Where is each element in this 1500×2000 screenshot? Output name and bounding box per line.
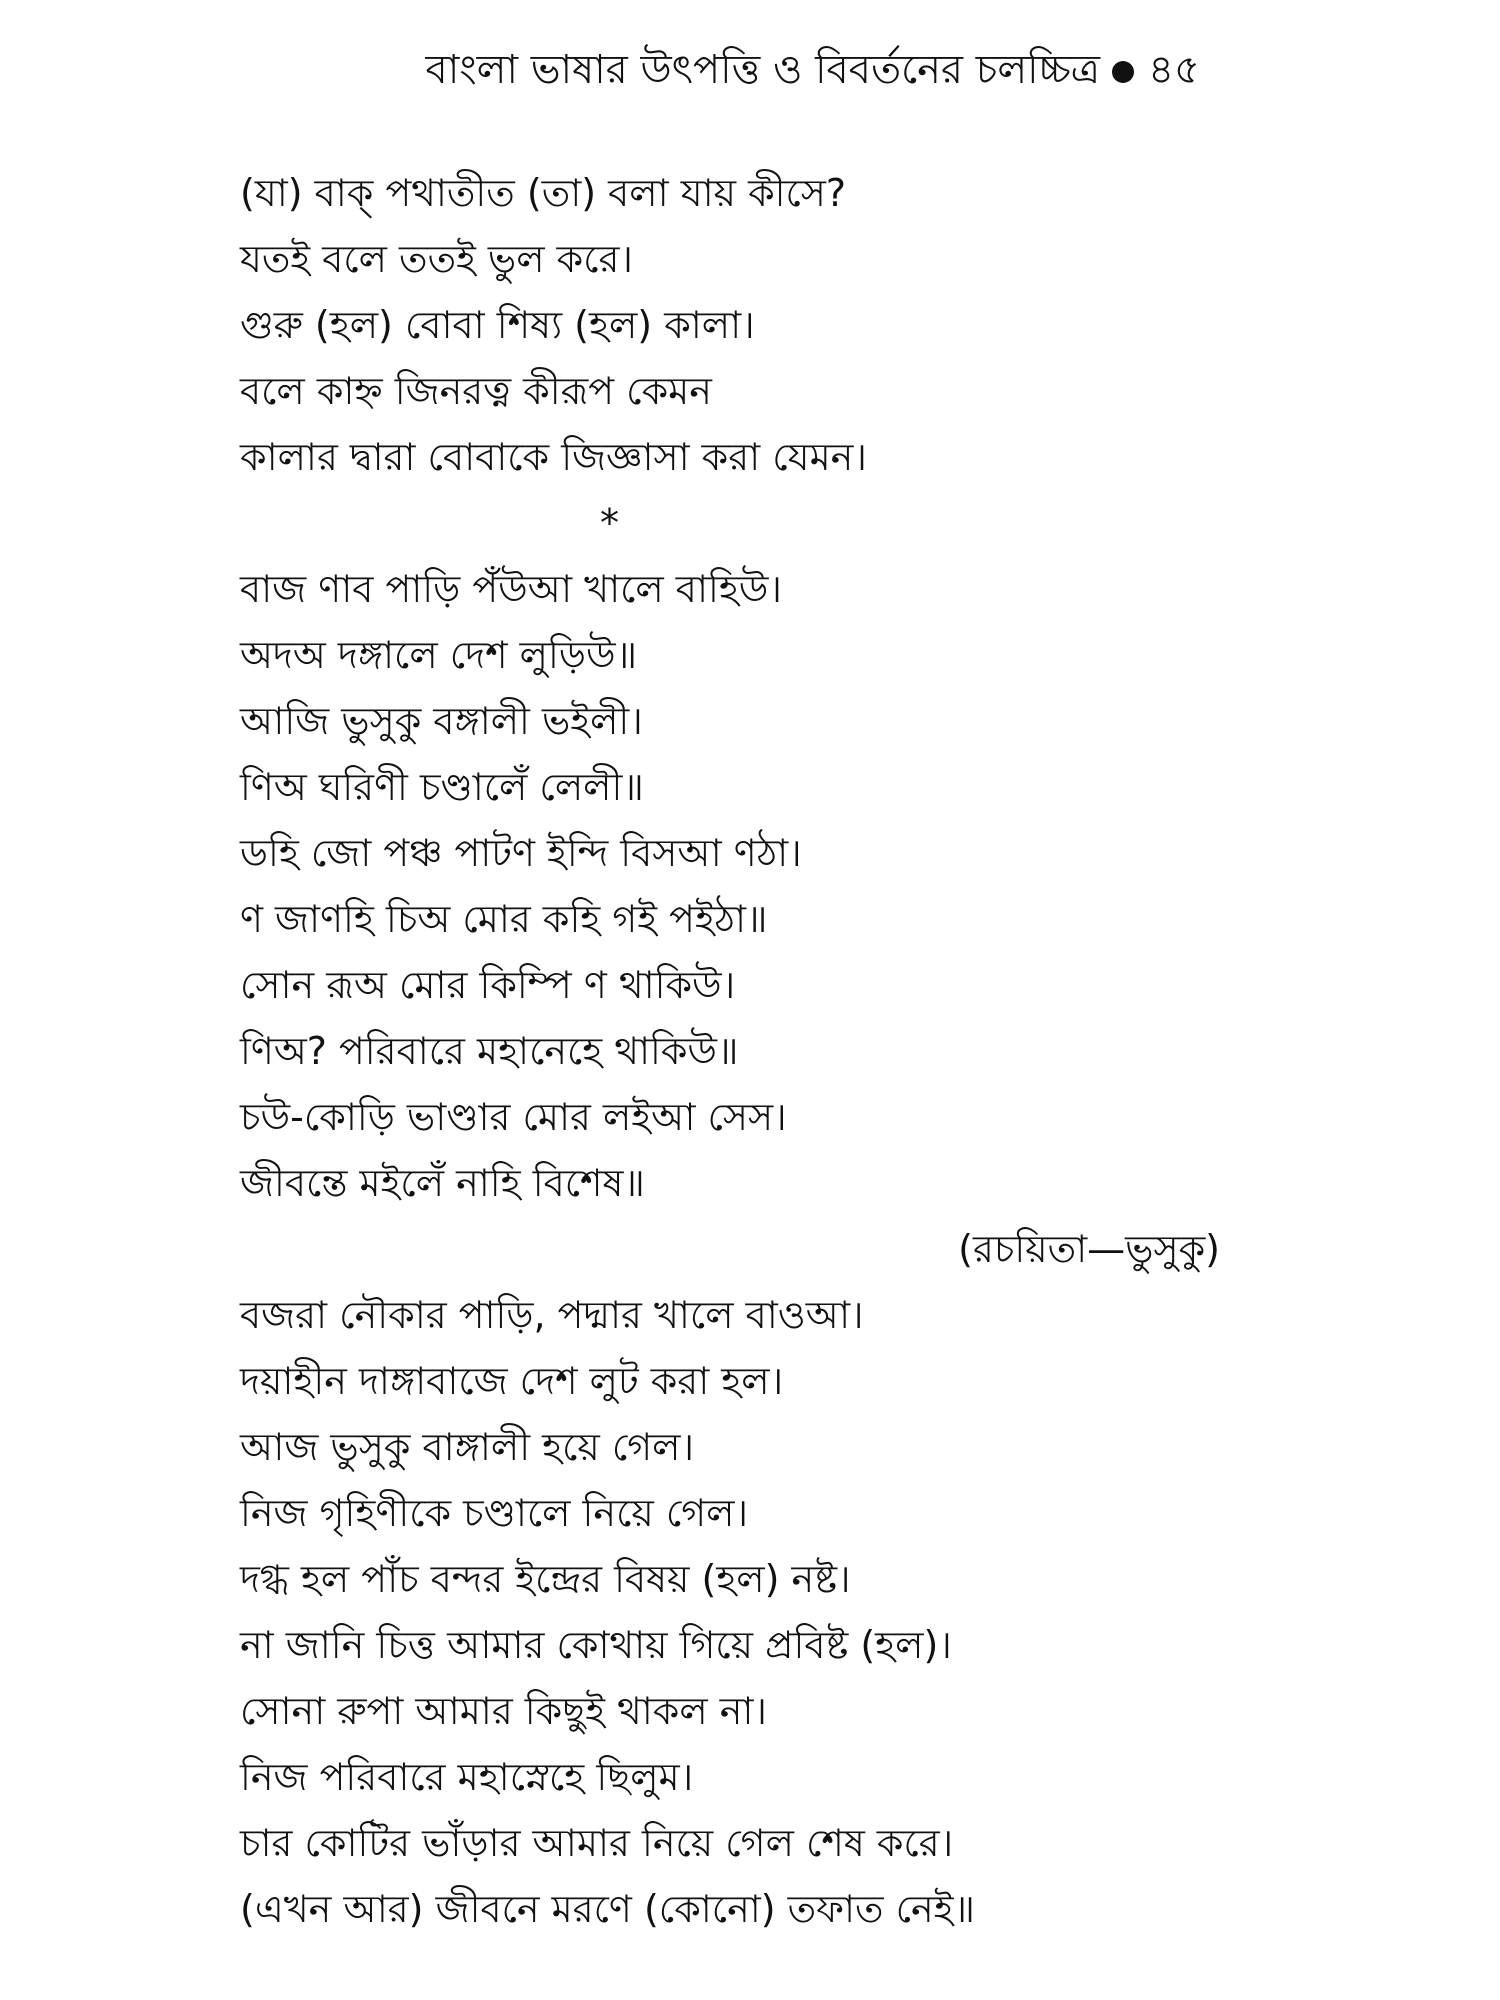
verse-line: ণ জাণহি চিঅ মোর কহি গই পইঠা॥ (240, 897, 768, 941)
verse-line: বলে কাহ্ন জিনরত্ন কীরূপ কেমন (240, 369, 712, 413)
verse-line: যতই বলে ততই ভুল করে। (240, 237, 633, 281)
bullet-dot-icon (1112, 61, 1134, 83)
verse-line: ণিঅ? পরিবারে মহানেহে থাকিউ॥ (240, 1029, 739, 1073)
poem-attribution: (রচয়িতা—ভুসুকু) (958, 1227, 1220, 1271)
verse-line: দগ্ধ হল পাঁচ বন্দর ইন্দ্রের বিষয় (হল) নষ্ট। (240, 1557, 851, 1601)
verse-line: চার কোটির ভাঁড়ার আমার নিয়ে গেল শেষ করে। (240, 1821, 954, 1865)
page-number: ৪৫ (1148, 47, 1200, 93)
verse-line: বাজ ণাব পাড়ি পঁউআ খালে বাহিউ। (240, 567, 782, 611)
verse-section-3 (240, 1282, 1420, 1942)
verse-line: সোনা রুপা আমার কিছুই থাকল না। (240, 1689, 768, 1733)
verse-line: কালার দ্বারা বোবাকে জিজ্ঞাসা করা যেমন। (240, 435, 867, 479)
verse-line: ণিঅ ঘরিণী চণ্ডালেঁ লেলী॥ (240, 765, 644, 809)
verse-line: সোন রূঅ মোর কিম্পি ণ থাকিউ। (240, 963, 736, 1007)
verse-line: দয়াহীন দাঙ্গাবাজে দেশ লুট করা হল। (240, 1359, 784, 1403)
verse-line: আজি ভুসুকু বঙ্গালী ভইলী। (240, 699, 643, 743)
verse-line: আজ ভুসুকু বাঙ্গালী হয়ে গেল। (240, 1425, 695, 1469)
verse-line: চউ-কোড়ি ভাণ্ডার মোর লইআ সেস। (240, 1095, 787, 1139)
chapter-title: বাংলা ভাষার উৎপত্তি ও বিবর্তনের চলচ্চিত্র (425, 47, 1101, 93)
verse-section-2 (240, 556, 1420, 1216)
verse-line: ডহি জো পঞ্চ পাটণ ইন্দি বিসআ ণঠা। (240, 831, 802, 875)
running-header (0, 40, 1200, 100)
verse-line: গুরু (হল) বোবা শিষ্য (হল) কালা। (240, 303, 755, 347)
verse-line: জীবন্তে মইলেঁ নাহি বিশেষ॥ (240, 1161, 645, 1205)
section-separator: * (600, 501, 619, 545)
verse-body (240, 160, 1420, 1942)
verse-line: নিজ পরিবারে মহাস্নেহে ছিলুম। (240, 1755, 694, 1799)
verse-line: বজরা নৌকার পাড়ি, পদ্মার খালে বাওআ। (240, 1293, 864, 1337)
verse-line: (এখন আর) জীবনে মরণে (কোনো) তফাত নেই॥ (240, 1887, 975, 1931)
verse-line: না জানি চিত্ত আমার কোথায় গিয়ে প্রবিষ্ট (হল)। (240, 1623, 952, 1667)
verse-line: (যা) বাক্ পথাতীত (তা) বলা যায় কীসে? (240, 171, 847, 215)
verse-line: নিজ গৃহিণীকে চণ্ডালে নিয়ে গেল। (240, 1491, 749, 1535)
verse-line: অদঅ দঙ্গালে দেশ লুড়িউ॥ (240, 633, 638, 677)
verse-section-1 (240, 160, 1420, 490)
